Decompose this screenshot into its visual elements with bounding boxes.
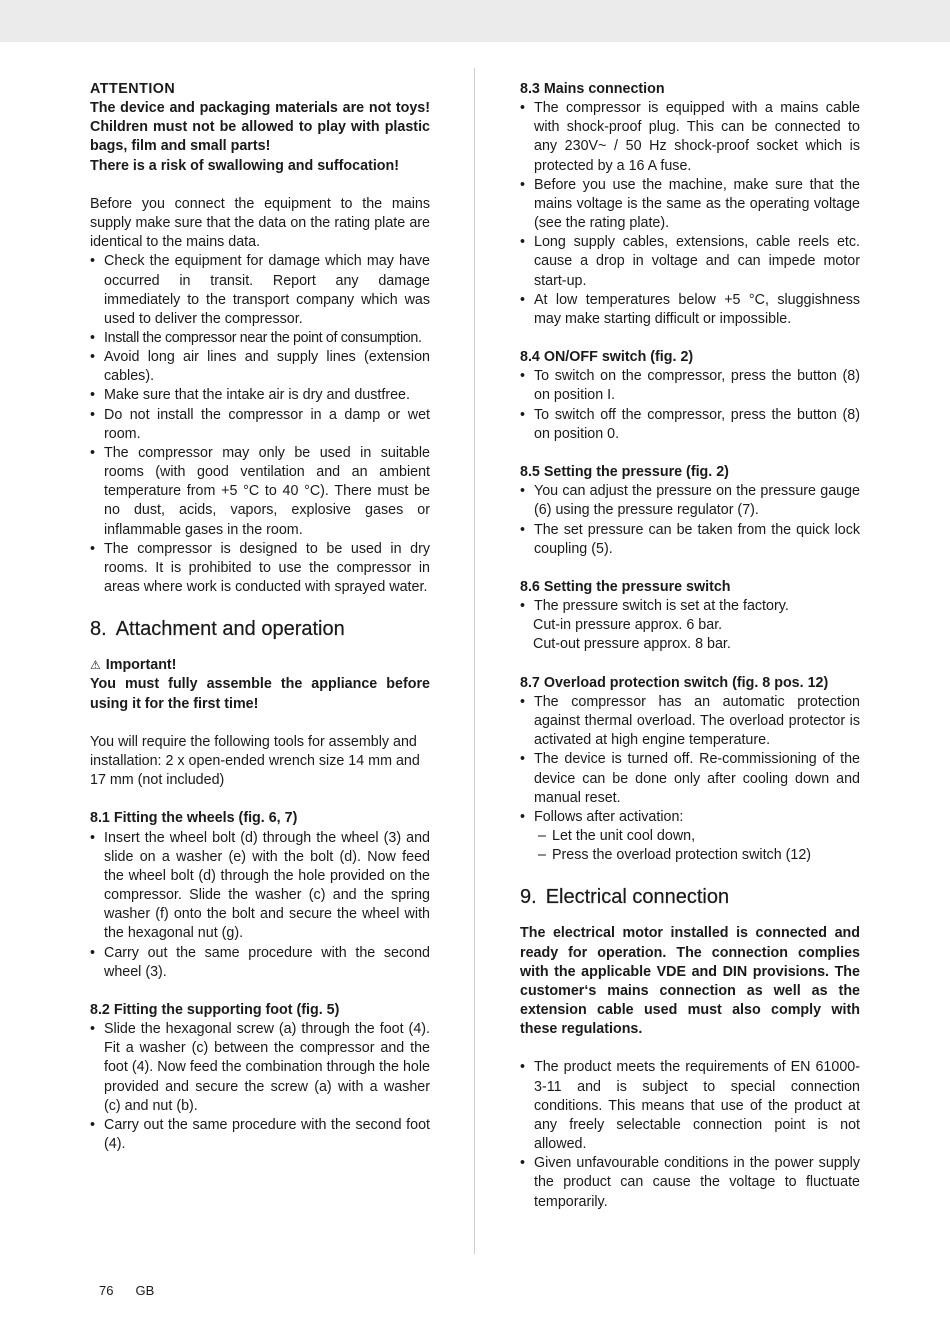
list-item: • The compressor may only be used in suitable rooms (with good ventilation and an ambient temperature from +5 °C to 40 °C). There must be no dust, acids, vapors, explosive gases or inflammable gases in the room. [90, 444, 430, 540]
column-divider [474, 68, 475, 1254]
sub-list-item: – Press the overload protection switch (12) [520, 846, 860, 865]
right-column [520, 80, 860, 1212]
subsection-8-2-title: 8.2 Fitting the supporting foot (fig. 5) [90, 1001, 340, 1018]
list-item: • The pressure switch is set at the factory. [520, 597, 860, 616]
subsection-8-5-list [520, 482, 860, 559]
list-item: • Slide the hexagonal screw (a) through the foot (4). Fit a washer (c) between the compressor and the foot (4). Now feed the combination through the hole provided and secure the screw (a) with a washer (c) and nut (b). [90, 1020, 430, 1116]
section-8-heading [90, 609, 430, 656]
list-item: • Long supply cables, extensions, cable reels etc. cause a drop in voltage and can impede motor start-up. [520, 233, 860, 290]
left-column [90, 80, 430, 1154]
important-notice [90, 656, 430, 675]
section-number: 8. [90, 618, 107, 641]
important-text: You must fully assemble the appliance before using it for the first time! [90, 676, 430, 712]
electrical-notice: The electrical motor installed is connected and ready for operation. The connection complies with the applicable VDE and DIN provisions. The customer‘s mains connection as well as the extension cable used must also comply with these regulations. [520, 925, 860, 1038]
section-number: 9. [520, 886, 537, 909]
important-label: Important! [105, 657, 177, 674]
cut-out-pressure: Cut-out pressure approx. 8 bar. [533, 636, 731, 653]
list-item: • Carry out the same procedure with the second wheel (3). [90, 944, 430, 982]
sub-list-item: – Let the unit cool down, [520, 827, 860, 846]
page-number: 76 [99, 1283, 114, 1298]
list-item: • The set pressure can be taken from the quick lock coupling (5). [520, 521, 860, 559]
section-title: Attachment and operation [115, 618, 345, 641]
list-item: • Make sure that the intake air is dry and dustfree. [90, 386, 430, 405]
intro-text: Before you connect the equipment to the mains supply make sure that the data on the rating plate are identical to the mains data. [90, 195, 430, 251]
subsection-8-7-title: 8.7 Overload protection switch (fig. 8 pos. 12) [520, 674, 829, 691]
list-item: • Do not install the compressor in a damp or wet room. [90, 406, 430, 444]
list-item: • To switch on the compressor, press the button (8) on position I. [520, 367, 860, 405]
subsection-8-1-title: 8.1 Fitting the wheels (fig. 6, 7) [90, 810, 298, 827]
list-item: • Check the equipment for damage which may have occurred in transit. Report any damage immediately to the transport company which was used to deliver the compressor. [90, 252, 430, 329]
attention-text: The device and packaging materials are not toys! Children must not be allowed to play with plastic bags, film and small parts! [90, 100, 430, 155]
list-item: • At low temperatures below +5 °C, sluggishness may make starting difficult or impossible. [520, 291, 860, 329]
list-item: • You can adjust the pressure on the pressure gauge (6) using the pressure regulator (7). [520, 482, 860, 520]
list-item: • Insert the wheel bolt (d) through the wheel (3) and slide on a washer (e) with the bolt (d). Now feed the wheel bolt (d) through the hole provided on the compressor. Slide the washer (c) and the spring washer (f) onto the bolt and secure the wheel with the hexagonal nut (g). [90, 829, 430, 944]
list-item: • The compressor has an automatic protection against thermal overload. The overload protector is activated at high engine temperature. [520, 693, 860, 750]
list-item: • Follows after activation: [520, 808, 860, 827]
list-item: • Given unfavourable conditions in the power supply the product can cause the voltage to fluctuate temporarily. [520, 1154, 860, 1211]
subsection-8-3-title: 8.3 Mains connection [520, 81, 665, 97]
list-item: • Install the compressor near the point of consumption. [90, 329, 430, 348]
subsection-8-6-title: 8.6 Setting the pressure switch [520, 579, 731, 596]
subsection-8-7-list [520, 693, 860, 865]
section-title: Electrical connection [545, 886, 730, 909]
subsection-8-4-title: 8.4 ON/OFF switch (fig. 2) [520, 349, 694, 366]
safety-list [90, 252, 430, 597]
list-item: • Avoid long air lines and supply lines (extension cables). [90, 348, 430, 386]
electrical-list [520, 1058, 860, 1211]
subsection-8-6-list [520, 597, 860, 616]
language-code: GB [135, 1283, 155, 1298]
list-item: • Carry out the same procedure with the second foot (4). [90, 1116, 430, 1154]
list-item: • The device is turned off. Re-commissioning of the device can be done only after cooling down and manual reset. [520, 750, 860, 807]
attention-risk: There is a risk of swallowing and suffocation! [90, 157, 400, 174]
list-item: • The compressor is equipped with a mains cable with shock-proof plug. This can be connected to any 230V~ / 50 Hz shock-proof socket which is protected by a 16 A fuse. [520, 99, 860, 176]
subsection-8-4-list [520, 367, 860, 444]
list-item: • Before you use the machine, make sure that the mains voltage is the same as the operating voltage (see the rating plate). [520, 176, 860, 233]
list-item: • To switch off the compressor, press the button (8) on position 0. [520, 406, 860, 444]
subsection-8-1-list [90, 829, 430, 982]
warning-icon: ⚠ [90, 658, 101, 673]
list-item: • The compressor is designed to be used in dry rooms. It is prohibited to use the compressor in areas where work is conducted with sprayed water. [90, 540, 430, 597]
section-9-heading [520, 877, 860, 924]
page-header-band [0, 0, 950, 42]
attention-title: ATTENTION [90, 81, 176, 97]
list-item: • The product meets the requirements of EN 61000-3-11 and is subject to special connection conditions. This means that use of the product at any freely selectable connection point is not allowed. [520, 1058, 860, 1154]
subsection-8-3-list [520, 99, 860, 329]
page-footer [99, 1283, 176, 1298]
subsection-8-2-list [90, 1020, 430, 1154]
cut-in-pressure: Cut-in pressure approx. 6 bar. [533, 617, 723, 634]
tools-text: You will require the following tools for assembly and installation: 2 x open-ended wrench size 14 mm and 17 mm (not included) [90, 733, 420, 789]
subsection-8-5-title: 8.5 Setting the pressure (fig. 2) [520, 464, 729, 481]
